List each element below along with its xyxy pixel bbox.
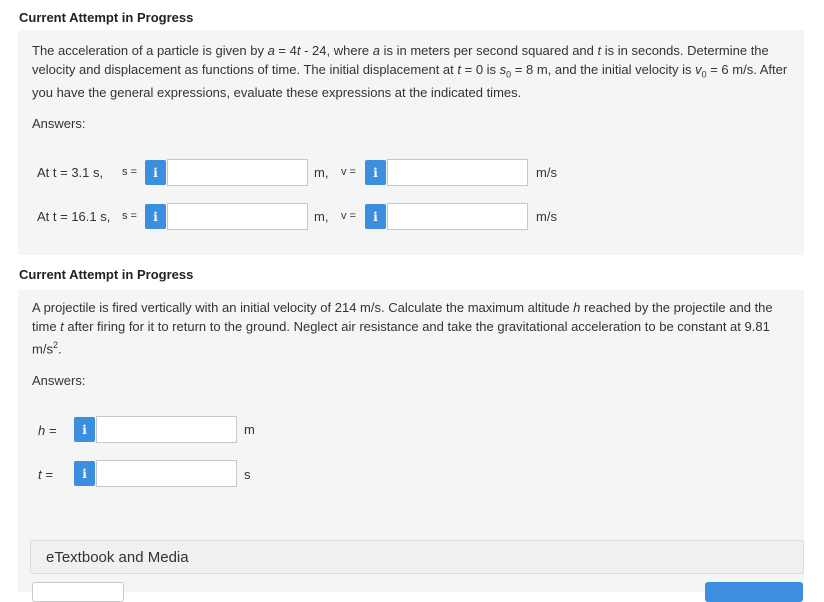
info-icon[interactable]: i — [365, 160, 386, 185]
s-label-row-1: s = — [122, 166, 137, 178]
info-icon[interactable]: i — [74, 461, 95, 486]
secondary-button[interactable] — [32, 582, 124, 602]
info-icon[interactable]: i — [145, 204, 166, 229]
answers-label-1: Answers: — [32, 116, 86, 131]
primary-button[interactable] — [705, 582, 803, 602]
s-input-row-2[interactable] — [167, 203, 308, 230]
s-unit-row-2: m, — [314, 209, 329, 224]
h-input[interactable] — [96, 416, 237, 443]
s-unit-row-1: m, — [314, 165, 329, 180]
v-input-row-2[interactable] — [387, 203, 528, 230]
answers-label-2: Answers: — [32, 373, 86, 388]
info-icon[interactable]: i — [74, 417, 95, 442]
t-label: t = — [38, 467, 53, 482]
v-label-row-1: v = — [341, 166, 356, 178]
v-input-row-1[interactable] — [387, 159, 528, 186]
etextbook-media-button[interactable]: eTextbook and Media — [30, 540, 804, 574]
attempt-title-1: Current Attempt in Progress — [19, 10, 194, 25]
time-label-row-2: At t = 16.1 s, — [37, 209, 111, 224]
h-label: h = — [38, 423, 57, 438]
attempt-title-2: Current Attempt in Progress — [19, 267, 194, 282]
s-label-row-2: s = — [122, 210, 137, 222]
v-unit-row-1: m/s — [536, 165, 557, 180]
v-label-row-2: v = — [341, 210, 356, 222]
info-icon[interactable]: i — [365, 204, 386, 229]
t-input[interactable] — [96, 460, 237, 487]
time-label-row-1: At t = 3.1 s, — [37, 165, 104, 180]
info-icon[interactable]: i — [145, 160, 166, 185]
h-unit: m — [244, 422, 255, 437]
v-unit-row-2: m/s — [536, 209, 557, 224]
problem-statement-1: The acceleration of a particle is given by a = 4t - 24, where a is in meters per second squared and t is in seconds. Determine the velocity and displacement as functions of time. The initial displacement at t = 0 is $s_0 = 8$ m, and the initial velocity is $v_0 = 6$ m/s. After you have the general expressions, evaluate these expressions at the indicated times. — [32, 43, 788, 100]
s-input-row-1[interactable] — [167, 159, 308, 186]
problem-statement-2: A projectile is fired vertically with an initial velocity of 214 m/s. Calculate the maximum altitude h reached by the projectile and the time t after firing for it to return to the ground. Neglect air resistance and take the gravitational acceleration to be constant at 9.81 $m/s^2$. — [32, 300, 773, 357]
t-unit: s — [244, 467, 251, 482]
